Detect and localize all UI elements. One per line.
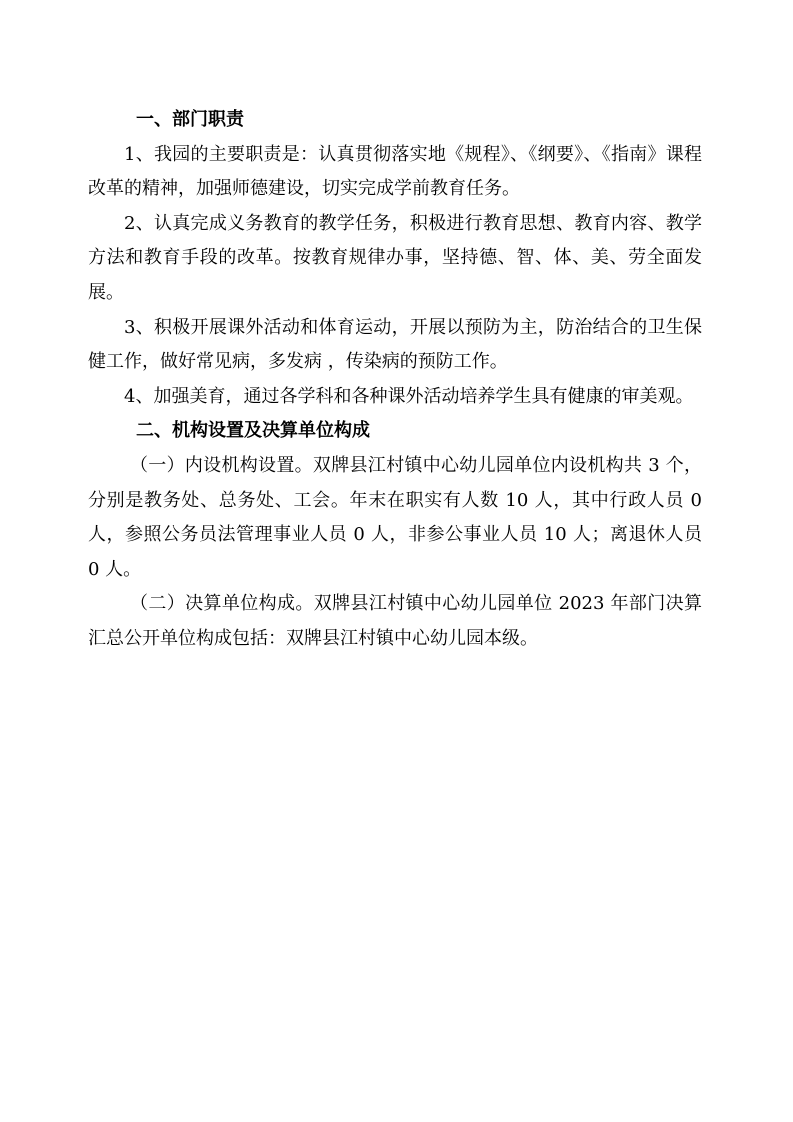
- document-body: [88, 103, 702, 657]
- section-heading-organization: 二、机构设置及决算单位构成: [136, 420, 370, 442]
- organization-paragraph-1: （一）内设机构设置。双牌县江村镇中心幼儿园单位内设机构共 3 个，分别是教务处、总务处、工会。年末在职实有人数 10 人，其中行政人员 0 人，参照公务员法管理事业人员 0 人，非参公事业人员 10 人；离退休人员 0 人。: [88, 454, 702, 580]
- organization-paragraph-2: （二）决算单位构成。双牌县江村镇中心幼儿园单位 2023 年部门决算汇总公开单位构成包括：双牌县江村镇中心幼儿园本级。: [88, 593, 702, 649]
- duty-paragraph-4: 4、加强美育，通过各学科和各种课外活动培养学生具有健康的审美观。: [124, 385, 694, 407]
- duty-paragraph-3: 3、积极开展课外活动和体育运动，开展以预防为主，防治结合的卫生保健工作，做好常见病，多发病 ，传染病的预防工作。: [88, 316, 702, 373]
- duty-paragraph-2: 2、认真完成义务教育的教学任务，积极进行教育思想、教育内容、教学方法和教育手段的改革。按教育规律办事，坚持德、智、体、美、劳全面发展。: [88, 212, 702, 303]
- duty-paragraph-1: 1、我园的主要职责是：认真贯彻落实地《规程》、《纲要》、《指南》课程改革的精神，加强师德建设，切实完成学前教育任务。: [88, 143, 702, 200]
- section-heading-duties: 一、部门职责: [136, 109, 244, 130]
